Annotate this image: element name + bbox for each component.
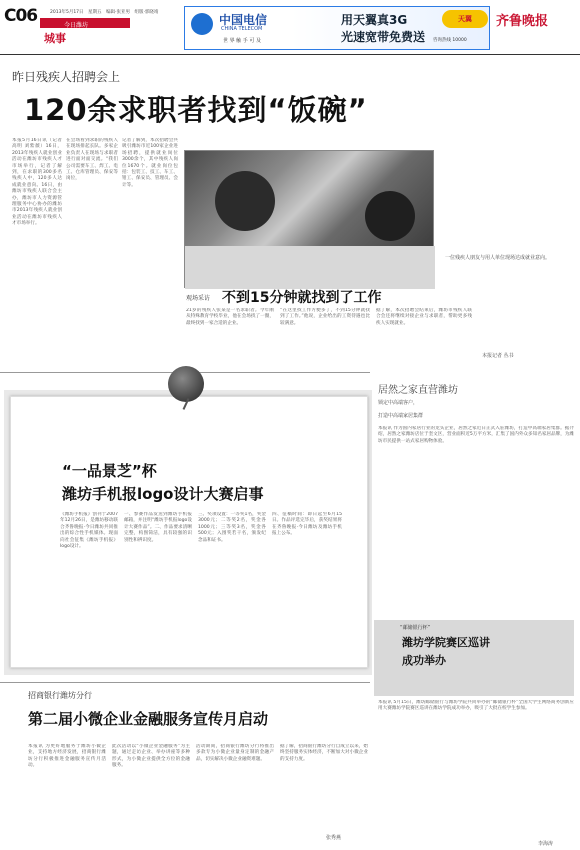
lead-kicker: 昨日残疾人招聘会上: [12, 70, 121, 84]
bottom-column-3: 活动期间，招商银行潍坊分行将推出多款专为小微企业量身定制的金融产品，切实解决小微企业融资难题。: [196, 744, 274, 762]
note-column-4: 四、征稿时间：即日起至6月15日。作品评选完毕后，获奖结果将在齐鲁晚报·今日潍坊及潍坊手机报上公布。: [272, 512, 342, 537]
bottom-column-1: 本报讯 为更好地服务于潍坊小微企业，支持地方经济发展，招商银行潍坊分行积极推进金融服务宣传月活动。: [28, 744, 106, 769]
photo-desk: [185, 246, 435, 289]
right-headline-2a: 潍坊学院赛区巡讲: [402, 636, 490, 649]
right-author: 李海涛: [538, 841, 554, 847]
note-column-1: 《潍坊手机报》创刊于2007年12月26日，是潍坊移动联合齐鲁晚报·今日潍坊共同推出的综合性手机媒体。现面向社会征集《潍坊手机报》logo设计。: [60, 512, 118, 550]
section-tag: 今日潍坊: [64, 22, 89, 29]
pushpin-icon: [168, 366, 204, 402]
ad-line1: 用天翼真3G: [341, 13, 408, 27]
page-meta: 2013年5月17日 星期五 编辑·张亚男 组版·郭晓靖: [50, 10, 159, 15]
advertisement-banner[interactable]: [184, 6, 490, 50]
photo-caption: 一位残疾人朋友与用人单位现场达成就业意向。: [444, 255, 550, 261]
ad-brand: 中国电信: [219, 13, 268, 27]
subhead-tag: 观场采访: [186, 295, 211, 302]
bottom-divider: [0, 682, 370, 683]
lead-column-2: 在会场看到求职的残疾人在现场排起长队。多家企业负责人在现场与求职者进行面对面交流。“我们公司需要车工、焊工、电工、仓库管理员、保安等岗位，: [66, 138, 118, 182]
bottom-column-2: 此次活动以“小微企业金融服务”为主题，通过走访企业、举办讲座等多种形式，为小微企业提供全方位的金融服务。: [112, 744, 190, 769]
photo-person-icon: [365, 191, 415, 241]
right-body-2: 本报讯 5月15日，潍坊邮储银行与潍坊学院共同举办的“邮储银行杯”全国大学生网络商务创新应用大赛潍坊学院赛区巡讲在潍坊学院成功举办，吸引了大批在校学生参加。: [378, 700, 574, 712]
bottom-kicker: 招商银行潍坊分行: [28, 691, 92, 700]
note-column-2: 一、参赛作品发送到潍坊手机报邮箱，并注明“潍坊手机报logo设计大赛作品”。二、作品要求清晰完整，构图简洁，具有较强的识别性和辨识度。: [124, 512, 192, 543]
lead-column-3: 记者了解到，本次招聘会共吸引潍坊市近100家企业进场招聘，提供就业岗位3000余个，其中残疾人岗位1670个。就业岗位包括：包装工、技工、车工、钳工、保安员、管理员、会计等。: [122, 138, 178, 188]
section-name: 城事: [44, 32, 66, 45]
right-headline: 居然之家直营潍坊: [378, 385, 458, 396]
ad-badge: 天翼: [442, 10, 488, 28]
lead-headline: 120余求职者找到“饭碗”: [24, 93, 368, 127]
sub-author: 本报记者 丛书: [482, 353, 514, 359]
note-title-1: “一品景芝”杯: [62, 462, 157, 480]
bottom-author: 张秀燕: [326, 835, 342, 841]
note-title-2: 潍坊手机报logo设计大赛启事: [62, 485, 264, 503]
right-headline-2b: 成功举办: [402, 654, 446, 667]
ad-hotline: 咨询热线 10000: [433, 38, 467, 43]
section-tag-bar: [40, 18, 130, 28]
page-number: C06: [4, 6, 38, 26]
right-body: 本报讯 作为国内家居行业的龙头企业，居然之家近日正式入驻潍坊，打造中高端家居集群。据介绍，居然之家潍坊店位于奎文区，营业面积近5万平方米，汇集了国内外众多知名家居品牌，为潍坊市民提供一站式家居购物体验。: [378, 426, 574, 444]
china-telecom-logo-icon: [191, 13, 213, 35]
ad-brand-en: CHINA TELECOM: [221, 26, 263, 32]
sub-column-3: 据了解，本次招聘会结束后，潍坊市残疾人联合会还将继续对接企业与求职者，帮助更多残疾人实现就业。: [376, 308, 472, 326]
ad-line2: 光速宽带免费送: [341, 30, 426, 44]
right-subhead-1: 锁定中高端客户，: [378, 400, 419, 406]
subhead: 不到15分钟就找到了工作: [222, 290, 382, 306]
lead-column-1: 本报5月16日讯（记者 高明 刘紫薇）16日，2013年残疾人就业创业活动在潍坊市残疾人才市场举行，记者了解到，在求职的300多名残疾人中，120多人达成就业意向。16日，由潍坊市残疾人联合会主办，潍坊市人力资源管理服务中心协办的潍坊市2013年残疾人就业创业活动在潍坊市残疾人才市场举行。: [12, 138, 62, 227]
ad-slogan: 世 界 触 手 可 及: [223, 38, 261, 44]
lead-photo: [184, 150, 434, 288]
bottom-headline: 第二届小微企业金融服务宣传月启动: [28, 710, 269, 728]
masthead-logo: 齐鲁晚报: [496, 14, 549, 29]
photo-person-icon: [215, 171, 275, 231]
header-divider: [0, 54, 580, 55]
bottom-column-4: 据了解，招商银行潍坊分行自成立以来，始终坚持服务实体经济，不断加大对小微企业的支持力度。: [280, 744, 368, 762]
sub-column-1: 21岁的残疾人张某是一名求职者。今年刚从特殊教育学校毕业，他在会场找了一圈，最终找到一家合适的企业。: [186, 308, 274, 326]
sub-column-2: “在这里找工作方便多了，不到15分钟就找到了工作。”他说，企业给出的工资待遇也比较满意。: [280, 308, 370, 326]
right-subhead-2: 打造中高端家居集群: [378, 413, 424, 419]
right-kicker-2: “邮储银行杯”: [400, 625, 431, 631]
note-column-3: 三、奖项设置：一等奖1名，奖金3000元；二等奖2名，奖金各1000元；三等奖3名，奖金各500元；入围奖若干名，颁发纪念品和证书。: [198, 512, 266, 543]
